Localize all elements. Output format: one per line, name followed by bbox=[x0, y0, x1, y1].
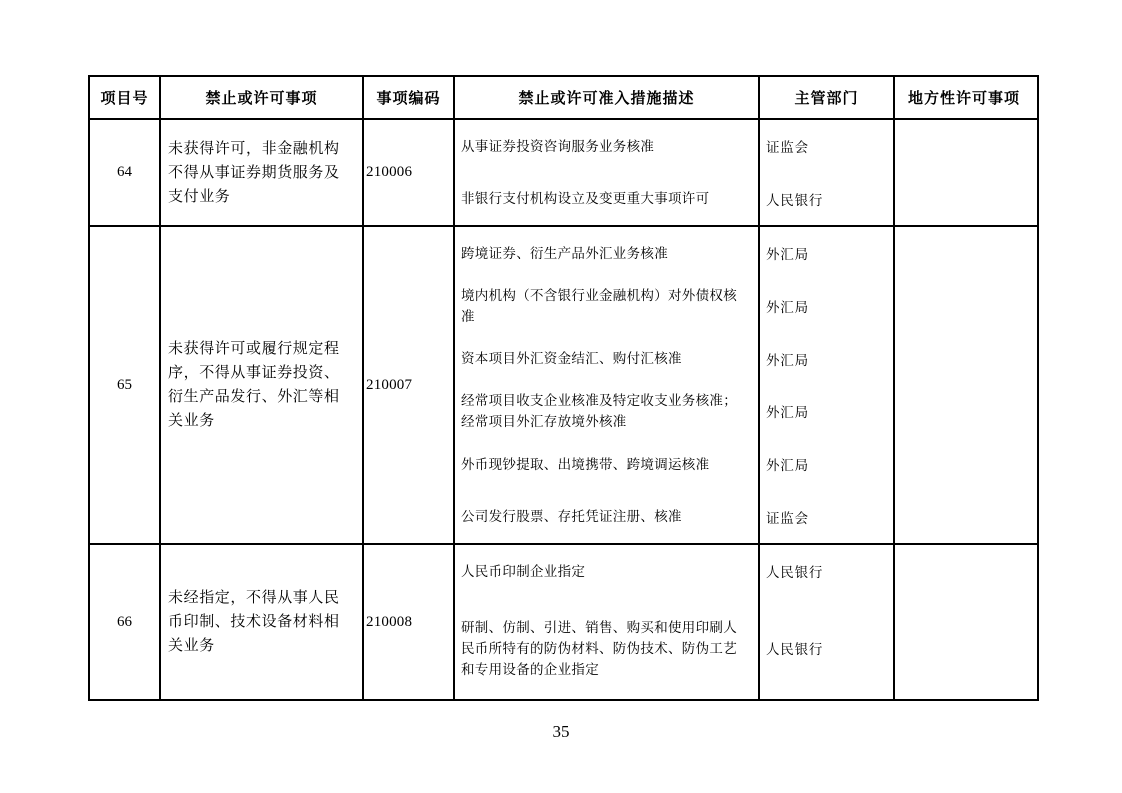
table-row bbox=[90, 545, 1037, 699]
local-permit-cell bbox=[895, 545, 1033, 699]
measure-department: 证监会 bbox=[766, 140, 809, 156]
table-row bbox=[90, 227, 1037, 545]
item-code: 210008 bbox=[364, 545, 455, 699]
measures-cell bbox=[455, 120, 895, 225]
measure-row bbox=[455, 545, 893, 597]
measures-cell bbox=[455, 545, 895, 699]
measure-row bbox=[455, 280, 893, 333]
measure-row bbox=[455, 227, 893, 280]
header-item: 禁止或许可事项 bbox=[161, 77, 364, 118]
measure-department: 人民银行 bbox=[766, 642, 824, 657]
measure-department: 外汇局 bbox=[766, 300, 809, 315]
measure-department: 人民银行 bbox=[766, 565, 824, 580]
item-description: 未获得许可或履行规定程序，不得从事证券投资、衍生产品发行、外汇等相关业务 bbox=[168, 341, 340, 429]
measure-department: 外汇局 bbox=[766, 405, 809, 421]
item-description: 未获得许可，非金融机构不得从事证券期货服务及支付业务 bbox=[168, 140, 340, 205]
item-number: 65 bbox=[90, 227, 161, 543]
measure-row bbox=[455, 597, 893, 699]
item-number: 64 bbox=[90, 120, 161, 225]
measure-row bbox=[455, 490, 893, 543]
measure-description: 人民币印制企业指定 bbox=[455, 545, 760, 597]
measure-description: 外币现钞提取、出境携带、跨境调运核准 bbox=[455, 438, 760, 491]
measure-description: 公司发行股票、存托凭证注册、核准 bbox=[455, 490, 760, 543]
header-measure-desc-label: 禁止或许可准入措施描述 bbox=[455, 77, 760, 118]
item-code: 210006 bbox=[364, 120, 455, 225]
measure-department: 人民银行 bbox=[766, 192, 824, 208]
measure-description: 经常项目收支企业核准及特定收支业务核准；经常项目外汇存放境外核准 bbox=[455, 385, 760, 438]
table-header-row bbox=[90, 77, 1037, 120]
table-row bbox=[90, 120, 1037, 227]
header-item-no: 项目号 bbox=[90, 77, 161, 118]
header-measure-desc bbox=[455, 77, 895, 118]
measure-row bbox=[455, 332, 893, 385]
measure-department: 证监会 bbox=[766, 510, 809, 526]
page-number: 35 bbox=[552, 722, 570, 741]
measure-row bbox=[455, 385, 893, 438]
measure-description: 研制、仿制、引进、销售、购买和使用印刷人民币所特有的防伪材料、防伪技术、防伪工艺和专用设备的企业指定 bbox=[455, 597, 760, 699]
measure-description: 资本项目外汇资金结汇、购付汇核准 bbox=[455, 332, 760, 385]
measures-cell bbox=[455, 227, 895, 543]
measure-description: 跨境证券、衍生产品外汇业务核准 bbox=[455, 227, 760, 280]
measure-description: 非银行支付机构设立及变更重大事项许可 bbox=[455, 173, 760, 226]
header-code: 事项编码 bbox=[364, 77, 455, 118]
permit-items-table bbox=[88, 75, 1039, 701]
measure-description: 境内机构（不含银行业金融机构）对外债权核准 bbox=[455, 280, 760, 333]
measure-department: 外汇局 bbox=[766, 458, 809, 474]
measure-row bbox=[455, 438, 893, 491]
header-local-permit: 地方性许可事项 bbox=[907, 91, 1020, 107]
local-permit-cell bbox=[895, 120, 1033, 225]
measure-row bbox=[455, 173, 893, 226]
item-description: 未经指定，不得从事人民币印制、技术设备材料相关业务 bbox=[168, 590, 340, 654]
measure-department: 外汇局 bbox=[766, 247, 809, 263]
measure-description: 从事证券投资咨询服务业务核准 bbox=[455, 120, 760, 173]
local-permit-cell bbox=[895, 227, 1033, 543]
item-code: 210007 bbox=[364, 227, 455, 543]
item-number: 66 bbox=[90, 545, 161, 699]
measure-department: 外汇局 bbox=[766, 352, 809, 368]
measure-row bbox=[455, 120, 893, 173]
header-department-label: 主管部门 bbox=[794, 91, 859, 107]
